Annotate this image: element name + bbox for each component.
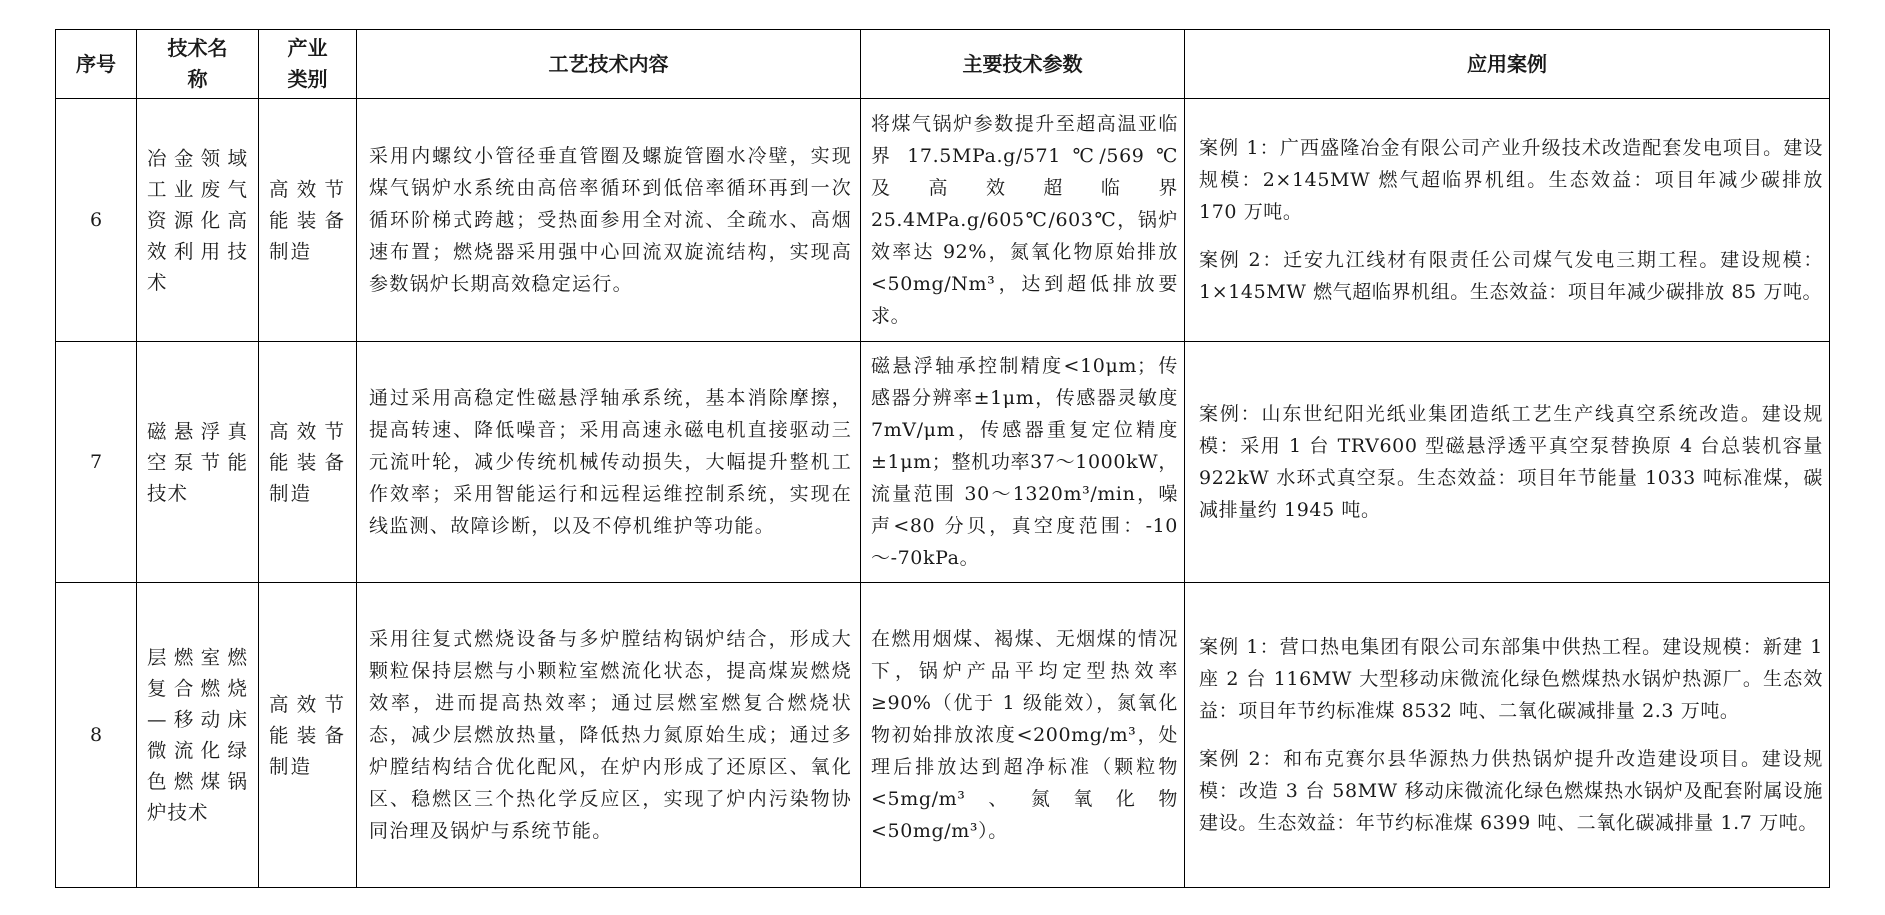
table-row — [56, 342, 1830, 583]
case-paragraph: 案例 1：广西盛隆冶金有限公司产业升级技术改造配套发电项目。建设规模：2×145MW 燃气超临界机组。生态效益：项目年减少碳排放 170 万吨。 — [1199, 137, 1823, 223]
application-cases — [1185, 342, 1830, 583]
case-paragraph: 案例 2：迁安九江线材有限责任公司煤气发电三期工程。建设规模：1×145MW 燃气超临界机组。生态效益：项目年减少碳排放 85 万吨。 — [1199, 249, 1823, 303]
process-content: 通过采用高稳定性磁悬浮轴承系统，基本消除摩擦，提高转速、降低噪音；采用高速永磁电机直接驱动三元流叶轮，减少传统机械传动损失，大幅提升整机工作效率；采用智能运行和远程运维控制系统，实现在线监测、故障诊断，以及不停机维护等功能。 — [357, 342, 861, 583]
row-number: 6 — [56, 99, 137, 342]
header-name: 技术名称 — [137, 30, 259, 99]
application-cases — [1185, 583, 1830, 888]
header-row — [56, 30, 1830, 99]
header-no: 序号 — [56, 30, 137, 99]
case-paragraph: 案例 2：和布克赛尔县华源热力供热锅炉提升改造建设项目。建设规模：改造 3 台 58MW 移动床微流化绿色燃煤热水锅炉及配套附属设施建设。生态效益：年节约标准煤 6399 吨、二氧化碳减排量 1.7 万吨。 — [1199, 748, 1823, 834]
industry-category: 高效节能装备制造 — [259, 342, 357, 583]
row-number: 7 — [56, 342, 137, 583]
table-row — [56, 99, 1830, 342]
technology-name: 冶金领域工业废气资源化高效利用技术 — [137, 99, 259, 342]
industry-category: 高效节能装备制造 — [259, 583, 357, 888]
process-content: 采用内螺纹小管径垂直管圈及螺旋管圈水冷壁，实现煤气锅炉水系统由高倍率循环到低倍率循环再到一次循环阶梯式跨越；受热面参用全对流、全疏水、高烟速布置；燃烧器采用强中心回流双旋流结构，实现高参数锅炉长期高效稳定运行。 — [357, 99, 861, 342]
header-process: 工艺技术内容 — [357, 30, 861, 99]
header-params: 主要技术参数 — [861, 30, 1185, 99]
case-paragraph: 案例 1：营口热电集团有限公司东部集中供热工程。建设规模：新建 1 座 2 台 116MW 大型移动床微流化绿色燃煤热水锅炉热源厂。生态效益：项目年节约标准煤 8532 吨、二氧化碳减排量 2.3 万吨。 — [1199, 636, 1823, 722]
process-content: 采用往复式燃烧设备与多炉膛结构锅炉结合，形成大颗粒保持层燃与小颗粒室燃流化状态，提高煤炭燃烧效率，进而提高热效率；通过层燃室燃复合燃烧状态，减少层燃放热量，降低热力氮原始生成；通过多炉膛结构结合优化配风，在炉内形成了还原区、氧化区、稳燃区三个热化学反应区，实现了炉内污染物协同治理及锅炉与系统节能。 — [357, 583, 861, 888]
technology-name: 磁悬浮真空泵节能技术 — [137, 342, 259, 583]
header-category: 产业类别 — [259, 30, 357, 99]
technology-name: 层燃室燃复合燃烧—移动床微流化绿色燃煤锅炉技术 — [137, 583, 259, 888]
case-paragraph: 案例：山东世纪阳光纸业集团造纸工艺生产线真空系统改造。建设规模：采用 1 台 TRV600 型磁悬浮透平真空泵替换原 4 台总装机容量 922kW 水环式真空泵。生态效益：项目年节能量 1033 吨标准煤，碳减排量约 1945 吨。 — [1199, 403, 1823, 521]
technical-parameters: 在燃用烟煤、褐煤、无烟煤的情况下，锅炉产品平均定型热效率≥90%（优于 1 级能效），氮氧化物初始排放浓度<200mg/m³，处理后排放达到超净标准（颗粒物<5mg/m³、氮氧化物<50mg/m³）。 — [861, 583, 1185, 888]
header-cases: 应用案例 — [1185, 30, 1830, 99]
technical-parameters: 磁悬浮轴承控制精度<10μm；传感器分辨率±1μm，传感器灵敏度 7mV/μm，传感器重复定位精度±1μm；整机功率37～1000kW，流量范围 30～1320m³/min，噪声<80 分贝，真空度范围：-10～-70kPa。 — [861, 342, 1185, 583]
application-cases — [1185, 99, 1830, 342]
table-row — [56, 583, 1830, 888]
technical-parameters: 将煤气锅炉参数提升至超高温亚临界 17.5MPa.g/571 ℃/569 ℃ 及高效超临界25.4MPa.g/605℃/603℃，锅炉效率达 92%，氮氧化物原始排放<50mg/Nm³，达到超低排放要求。 — [861, 99, 1185, 342]
row-number: 8 — [56, 583, 137, 888]
technology-table — [55, 29, 1830, 888]
industry-category: 高效节能装备制造 — [259, 99, 357, 342]
